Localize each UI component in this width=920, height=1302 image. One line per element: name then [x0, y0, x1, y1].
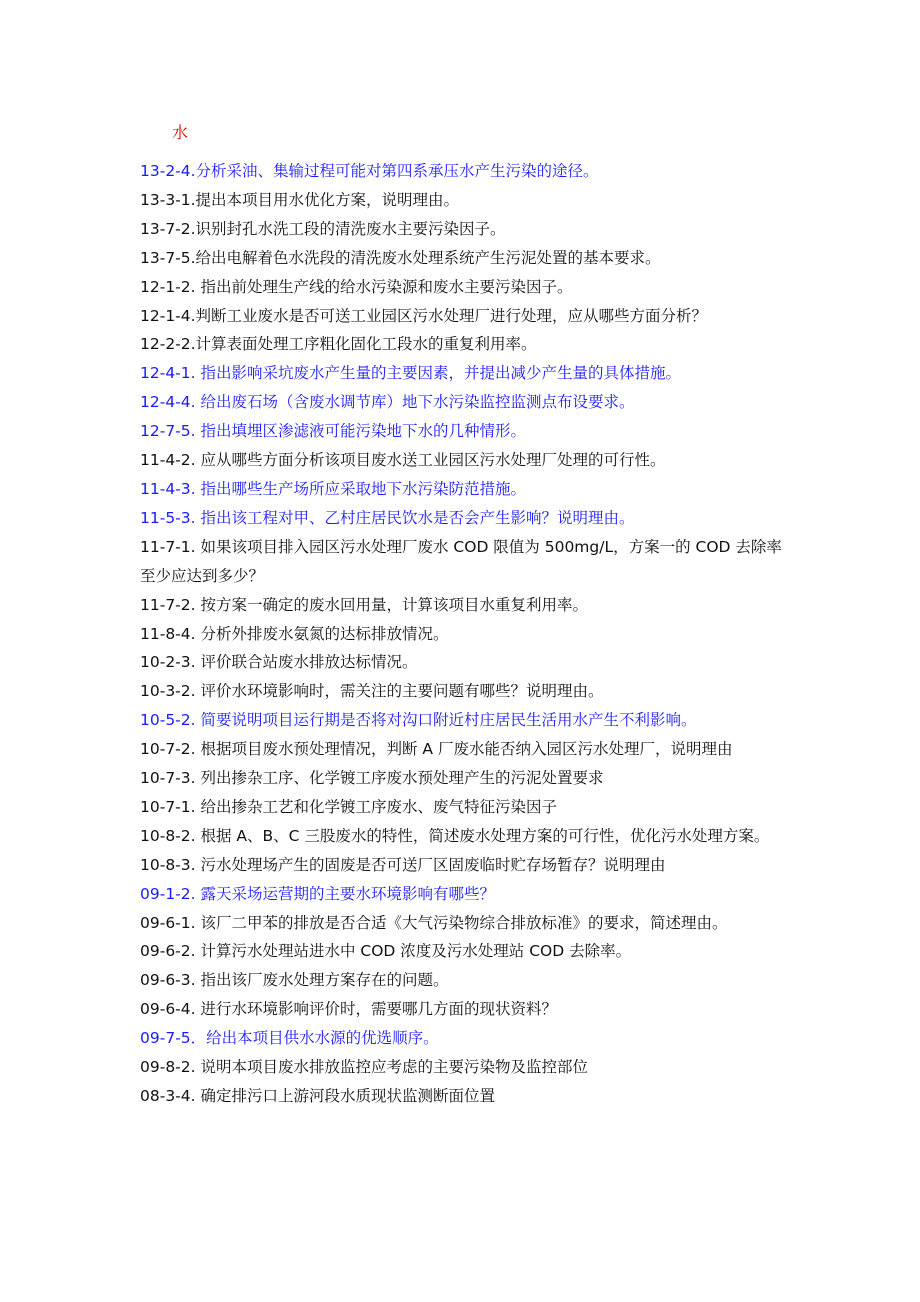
question-item: 13-2-4.分析采油、集输过程可能对第四系承压水产生污染的途径。: [140, 162, 599, 180]
question-item: 11-4-3. 指出哪些生产场所应采取地下水污染防范措施。: [140, 479, 526, 498]
question-item: 11-7-1. 如果该项目排入园区污水处理厂废水 COD 限值为 500mg/L，方案一的 COD 去除率至少应达到多少？: [140, 537, 782, 585]
question-item: 10-7-3. 列出掺杂工序、化学镀工序废水预处理产生的污泥处置要求: [140, 769, 604, 788]
question-item: 10-8-2. 根据 A、B、C 三股废水的特性，简述废水处理方案的可行性，优化污水处理方案。: [140, 826, 770, 845]
question-item: 09-6-1. 该厂二甲苯的排放是否合适《大气污染物综合排放标准》的要求，简述理由。: [140, 913, 728, 932]
question-item: 08-3-4. 确定排污口上游河段水质现状监测断面位置: [140, 1087, 495, 1105]
question-item: 09-8-2. 说明本项目废水排放监控应考虑的主要污染物及监控部位: [140, 1058, 588, 1077]
question-item: 10-2-3. 评价联合站废水排放达标情况。: [140, 653, 418, 672]
question-item: 10-8-3. 污水处理场产生的固废是否可送厂区固废临时贮存场暂存？说明理由: [140, 855, 666, 874]
question-item: 12-4-4. 给出废石场（含废水调节库）地下水污染监控监测点布设要求。: [140, 393, 635, 412]
question-item: 10-7-1. 给出掺杂工艺和化学镀工序废水、废气特征污染因子: [140, 797, 557, 816]
question-item: 09-6-2. 计算污水处理站进水中 COD 浓度及污水处理站 COD 去除率。: [140, 942, 632, 961]
question-item: 13-7-2.识别封孔水洗工段的清洗废水主要污染因子。: [140, 219, 506, 238]
question-item: 11-7-2. 按方案一确定的废水回用量，计算该项目水重复利用率。: [140, 595, 588, 614]
question-item: 10-5-2. 简要说明项目运行期是否将对沟口附近村庄居民生活用水产生不利影响。: [140, 711, 697, 730]
section-heading: 水: [172, 123, 189, 142]
question-item: 11-5-3. 指出该工程对甲、乙村庄居民饮水是否会产生影响？说明理由。: [140, 508, 635, 527]
question-item: 12-1-2. 指出前处理生产线的给水污染源和废水主要污染因子。: [140, 277, 573, 296]
question-item: 09-1-2. 露天采场运营期的主要水环境影响有哪些？: [140, 884, 495, 903]
question-item: 09-6-4. 进行水环境影响评价时，需要哪几方面的现状资料？: [140, 1000, 557, 1019]
question-item: 09-6-3. 指出该厂废水处理方案存在的问题。: [140, 971, 449, 990]
question-item: 11-4-2. 应从哪些方面分析该项目废水送工业园区污水处理厂处理的可行性。: [140, 451, 666, 470]
question-item: 12-1-4.判断工业废水是否可送工业园区污水处理厂进行处理，应从哪些方面分析？: [140, 306, 708, 325]
question-item: 13-3-1.提出本项目用水优化方案，说明理由。: [140, 190, 460, 209]
question-list: [140, 157, 790, 1111]
question-item: 12-4-1. 指出影响采坑废水产生量的主要因素，并提出减少产生量的具体措施。: [140, 364, 681, 383]
question-item: 09-7-5．给出本项目供水水源的优选顺序。: [140, 1029, 439, 1048]
question-item: 13-7-5.给出电解着色水洗段的清洗废水处理系统产生污泥处置的基本要求。: [140, 248, 661, 267]
question-item: 10-7-2. 根据项目废水预处理情况，判断 A 厂废水能否纳入园区污水处理厂，说明理由: [140, 740, 733, 759]
question-item: 12-7-5. 指出填埋区渗滤液可能污染地下水的几种情形。: [140, 422, 526, 441]
question-item: 11-8-4. 分析外排废水氨氮的达标排放情况。: [140, 624, 449, 643]
question-item: 12-2-2.计算表面处理工序粗化固化工段水的重复利用率。: [140, 335, 537, 354]
question-item: 10-3-2. 评价水环境影响时，需关注的主要问题有哪些？说明理由。: [140, 682, 604, 701]
